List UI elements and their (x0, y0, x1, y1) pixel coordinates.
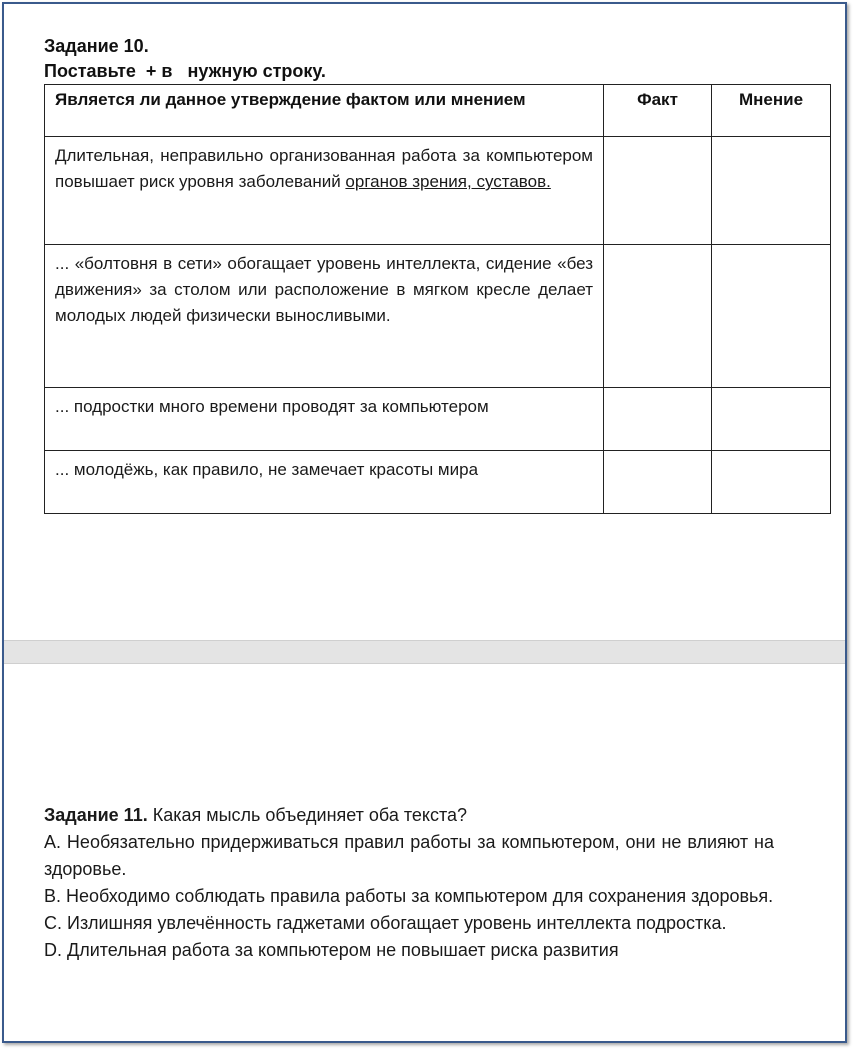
fact-cell[interactable] (604, 245, 712, 388)
document-frame (2, 2, 847, 1043)
statement-cell (45, 137, 604, 245)
statement-text: Длительная, неправильно организованная работа за компьютером повышает риск уровня заболеваний (55, 146, 593, 191)
statement-text: ... подростки много времени проводят за компьютером (55, 397, 489, 416)
table-row (45, 451, 831, 514)
statement-cell (45, 245, 604, 388)
option-d[interactable]: D. Длительная работа за компьютером не повышает риска развития (44, 940, 619, 960)
table-row (45, 137, 831, 245)
page-2 (4, 664, 845, 1041)
option-b[interactable]: B. Необходимо соблюдать правила работы за компьютером для сохранения здоровья. (44, 886, 774, 906)
task11-question: Какая мысль объединяет оба текста? (147, 805, 468, 825)
statement-underlined-text: органов зрения, суставов. (345, 172, 551, 191)
table-row (45, 388, 831, 451)
option-a[interactable]: A. Необязательно придерживаться правил работы за компьютером, они не влияют на здоровье. (44, 832, 774, 879)
fact-cell[interactable] (604, 388, 712, 451)
table-row (45, 245, 831, 388)
opinion-cell[interactable] (712, 137, 831, 245)
statement-cell (45, 451, 604, 514)
statement-text: ... молодёжь, как правило, не замечает красоты мира (55, 460, 479, 479)
task11-block (44, 802, 774, 964)
header-statement: Является ли данное утверждение фактом или мнением (45, 85, 604, 137)
fact-cell[interactable] (604, 451, 712, 514)
header-fact: Факт (604, 85, 712, 137)
statement-cell (45, 388, 604, 451)
option-c[interactable]: C. Излишняя увлечённость гаджетами обогащает уровень интеллекта подростка. (44, 913, 727, 933)
statement-text: ... «болтовня в сети» обогащает уровень интеллекта, сидение «без движения» за столом или расположение в мягком кресле делает молодых людей физически выносливыми. (55, 254, 593, 325)
task10-instruction: Поставьте + в нужную строку. (44, 61, 326, 81)
table-header-row (45, 85, 831, 137)
fact-opinion-table (44, 84, 831, 514)
page-break (4, 640, 845, 664)
opinion-cell[interactable] (712, 245, 831, 388)
page-1 (4, 4, 845, 640)
task10-title: Задание 10. (44, 36, 149, 56)
task11-question-line (44, 802, 774, 829)
header-opinion: Мнение (712, 85, 831, 137)
task11-title: Задание 11. (44, 805, 148, 825)
opinion-cell[interactable] (712, 451, 831, 514)
opinion-cell[interactable] (712, 388, 831, 451)
fact-cell[interactable] (604, 137, 712, 245)
